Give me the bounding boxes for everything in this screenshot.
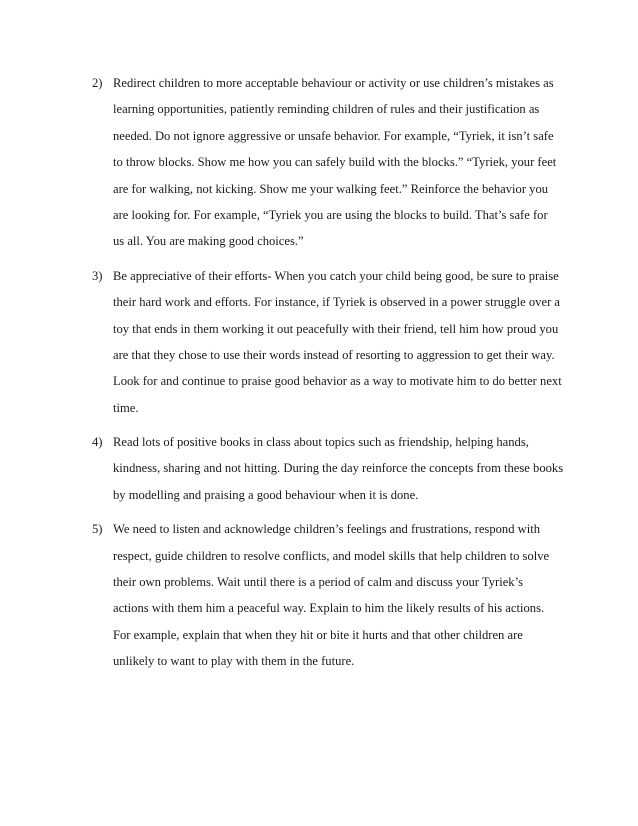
list-item-number: 2) [92,76,103,90]
paragraph-line: For example, explain that when they hit or bite it hurts and that other children are [113,627,523,642]
paragraph-line: toy that ends in them working it out peacefully with their friend, tell him how proud you [113,321,559,336]
paragraph-line: their hard work and efforts. For instance, if Tyriek is observed in a power struggle over a [113,295,561,310]
paragraph-line: learning opportunities, patiently reminding children of rules and their justification as [113,102,540,117]
paragraph-line: Be appreciative of their efforts- When you catch your child being good, be sure to praise [113,268,559,283]
list-item-2 [0,70,638,255]
paragraph-line: respect, guide children to resolve conflicts, and model skills that help children to solve [113,548,550,563]
list-item-5 [0,516,638,674]
paragraph-line: to throw blocks. Show me how you can safely build with the blocks.” “Tyriek, your feet [113,155,557,170]
paragraph-line: us all. You are making good choices.” [113,234,304,249]
numbered-list [0,70,638,675]
paragraph-line: Read lots of positive books in class about topics such as friendship, helping hands, [113,435,529,450]
paragraph-line: are looking for. For example, “Tyriek you are using the blocks to build. That’s safe for [113,207,548,222]
paragraph-line: kindness, sharing and not hitting. During the day reinforce the concepts from these books [113,461,564,476]
paragraph-line: needed. Do not ignore aggressive or unsafe behavior. For example, “Tyriek, it isn’t safe [113,128,554,143]
list-item-4 [0,429,638,508]
paragraph-line: by modelling and praising a good behaviour when it is done. [113,487,419,502]
paragraph-line: their own problems. Wait until there is a period of calm and discuss your Tyriek’s [113,575,524,590]
paragraph-line: are for walking, not kicking. Show me your walking feet.” Reinforce the behavior you [113,181,549,196]
paragraph-line: time. [113,400,139,415]
list-item-3 [0,263,638,421]
list-item-number: 4) [92,435,103,450]
list-item-number: 5) [92,522,103,537]
list-item-number: 3) [92,268,103,283]
paragraph-line: We need to listen and acknowledge children’s feelings and frustrations, respond with [113,522,541,537]
paragraph-line: actions with them him a peaceful way. Explain to him the likely results of his actions. [113,601,545,616]
paragraph-line: Look for and continue to praise good behavior as a way to motivate him to do better next [113,374,562,389]
paragraph-line: unlikely to want to play with them in the future. [113,654,355,669]
paragraph-line: are that they chose to use their words instead of resorting to aggression to get their way. [113,347,555,362]
paragraph-line: Redirect children to more acceptable behaviour or activity or use children’s mistakes as [113,76,554,90]
